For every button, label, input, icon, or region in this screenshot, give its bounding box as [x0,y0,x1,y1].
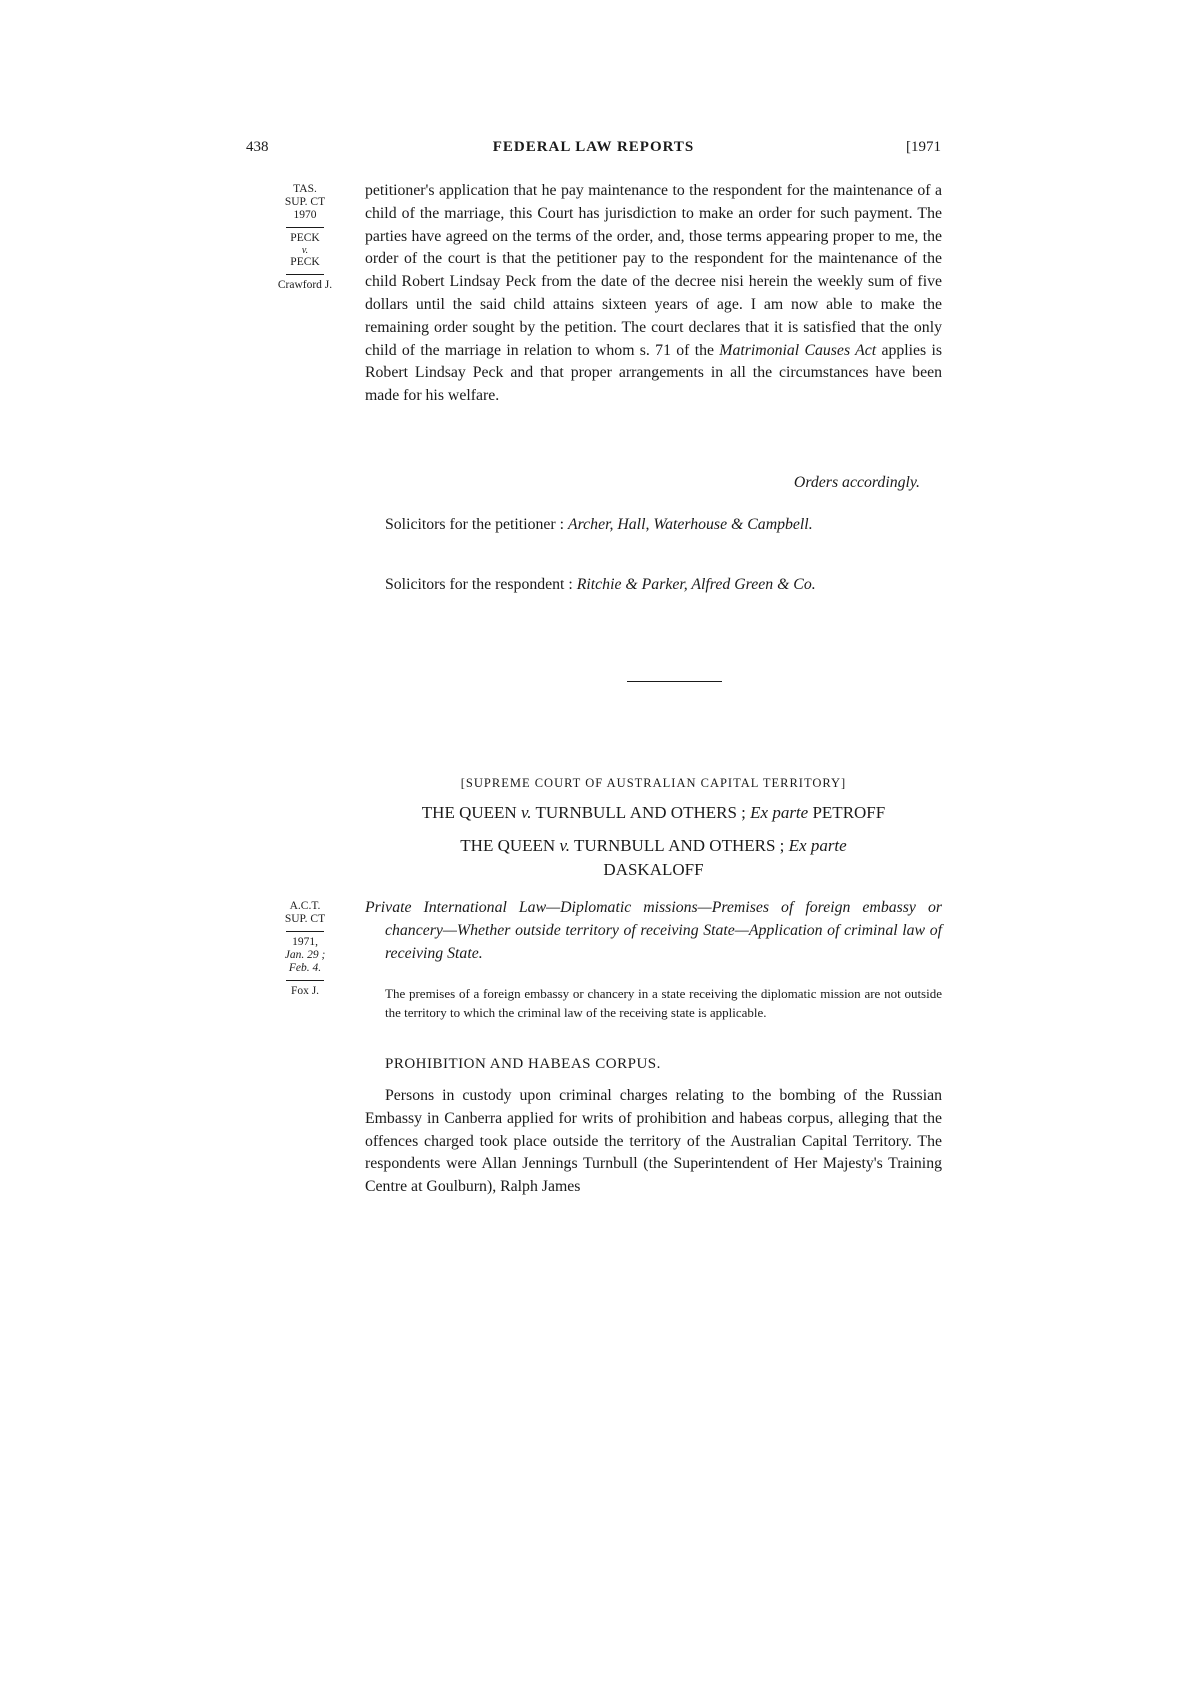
solicitors-respondent-names: Ritchie & Parker, Alfred Green & Co. [576,576,816,593]
margin-judge: Fox J. [290,985,320,997]
catchwords-text: Private International Law—Diplomatic missions—Premises of foreign embassy or chancery—Whether outside territory of receiving State—Application of criminal law of receiving State. [365,899,942,962]
procedure-heading: PROHIBITION AND HABEAS CORPUS. [385,1056,661,1072]
case-title-party: THE QUEEN [460,836,556,855]
solicitors-petitioner-names: Archer, Hall, Waterhouse & Campbell. [567,516,813,533]
case-title-party: THE QUEEN [421,803,517,822]
facts-paragraph: Persons in custody upon criminal charges relating to the bombing of the Russian Embassy in Canberra applied for writs of prohibition and habeas corpus, alleging that the offences charged took place outside the territory of the Australian Capital Territory. The respondents were Allan Jennings Turnbull (the Superintendent of Her Majesty's Training Centre at Goulburn), Ralph James [365,1087,942,1196]
case-title-applicant: PETROFF [812,803,886,822]
judgment-text [365,180,942,408]
judgment-tail: applies is Robert Lindsay Peck and that proper arrangements in all the circumstances have been made for his welfare. [365,341,943,405]
headnote-held: The premises of a foreign embassy or chancery in a state receiving the diplomatic mission are not outside the territory to which the criminal law of the receiving state is applicable. [385,986,942,1020]
margin-party-2: PECK [290,256,320,268]
running-title: FEDERAL LAW REPORTS [492,139,695,155]
judgment-paragraph: petitioner's application that he pay maintenance to the respondent for the maintenance of a child of the marriage, this Court has jurisdiction to make an order for such payment. The parties have agreed on the terms of the order, and, those terms appearing proper to me, the order of the court is that the petitioner pay to the respondent for the maintenance of the child Robert Lindsay Peck from the date of the decree nisi herein the weekly sum of five dollars until the said child attains sixteen years of age. I am now able to make the remaining order sought by the petition. The court declares that it is satisfied that the only child of the marriage in relation to whom s. 71 of the [365,182,942,359]
margin-court-2: SUP. CT [284,913,326,925]
margin-rule [286,931,324,932]
case-title-ex-parte: Ex parte [788,836,847,855]
court-heading: [SUPREME COURT OF AUSTRALIAN CAPITAL TERRITORY] [460,776,847,790]
margin-rule [286,274,324,275]
case-title-versus: v. [559,836,570,855]
page-number: 438 [246,139,269,155]
catchwords [365,897,942,965]
margin-rule [286,980,324,981]
volume-year: [1971 [906,139,941,155]
margin-note-peck [260,183,350,292]
case-title-applicant: DASKALOFF [603,860,704,879]
margin-court-2: SUP. CT [284,196,326,208]
solicitors-petitioner-label: Solicitors for the petitioner : [385,516,564,533]
running-header [246,139,941,163]
case-title-respondent: TURNBULL [535,803,626,822]
margin-court: A.C.T. [289,900,321,912]
margin-versus: v. [301,245,309,256]
margin-party-1: PECK [290,232,320,244]
case-title-ex-parte: Ex parte [750,803,809,822]
margin-date-2: Feb. 4. [288,962,322,974]
orders-line: Orders accordingly. [793,474,920,491]
case-title-petroff [365,803,942,823]
case-title-versus: v. [520,803,532,822]
solicitors-respondent [365,574,942,597]
margin-judge: Crawford J. [277,279,333,291]
margin-year: 1970 [293,209,317,221]
case-divider [627,681,722,682]
margin-date-1: Jan. 29 ; [284,949,326,961]
margin-note-petroff [260,900,350,998]
case-title-respondent: TURNBULL [573,836,664,855]
margin-year: 1971, [292,936,318,948]
solicitors-respondent-label: Solicitors for the respondent : [385,576,573,593]
case-title-and-others: AND OTHERS ; [629,803,746,822]
margin-rule [286,227,324,228]
margin-court: TAS. [293,183,317,195]
case-title-and-others: AND OTHERS ; [668,836,785,855]
act-name: Matrimonial Causes Act [719,341,877,359]
solicitors-petitioner [365,514,942,537]
case-title-daskaloff [365,834,942,882]
